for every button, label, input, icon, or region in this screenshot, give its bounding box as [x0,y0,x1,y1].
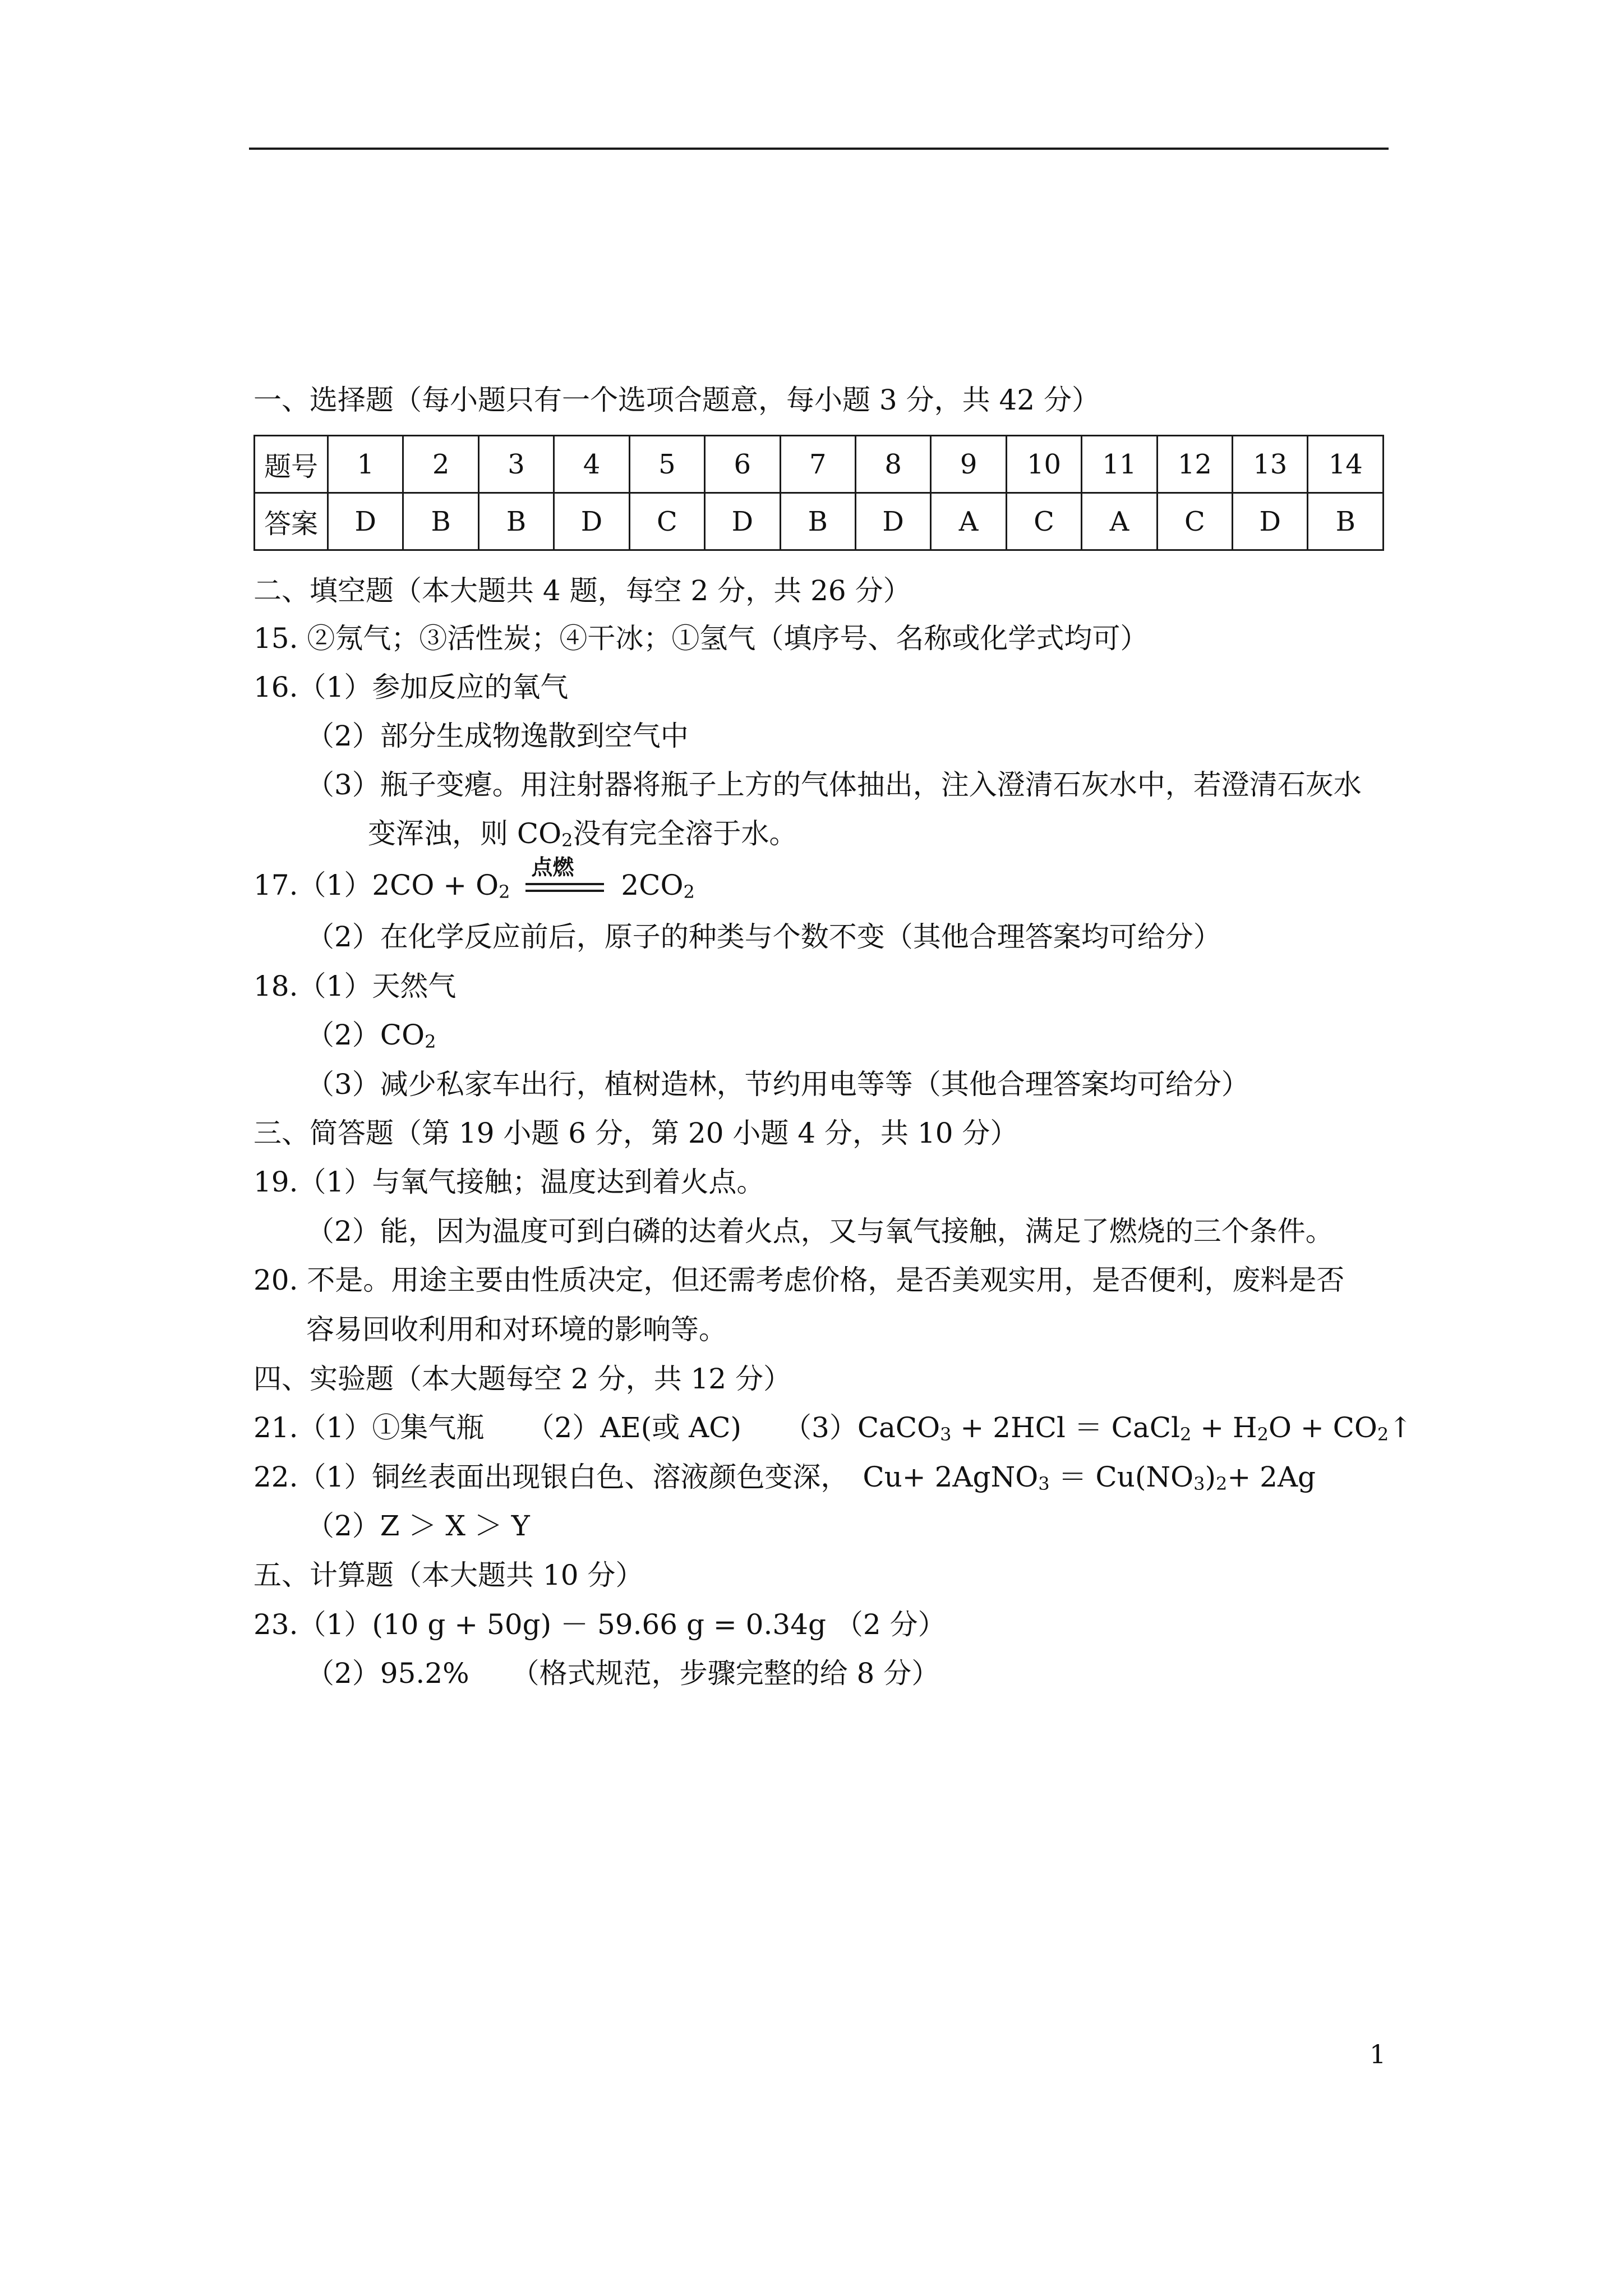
answer-18-1: 18.（1）天然气 [253,970,457,1002]
answer-16-3-cont: 变浑浊，则 $CO_2$没有完全溶于水。 [368,817,797,851]
section-3-heading: 三、简答题（第 19 小题 6 分，第 20 小题 4 分，共 10 分） [253,1117,1018,1149]
answer-cell: C [629,493,704,550]
section-4-heading: 四、实验题（本大题每空 2 分，共 12 分） [253,1363,792,1395]
answer-18-2: $(2)CO_2$ [306,1019,436,1052]
question-number: 3 [478,436,554,493]
answer-20-2: 容易回收利用和对环境的影响等。 [306,1313,727,1346]
question-number: 9 [931,436,1006,493]
answer-cell: D [328,493,403,550]
answer-cell: B [403,493,478,550]
answer-19-2: （2）能，因为温度可到白磷的达着火点，又与氧气接触，满足了燃烧的三个条件。 [306,1215,1334,1248]
section-1-heading: 一、选择题（每小题只有一个选项合题意，每小题 3 分，共 42 分） [253,384,1100,416]
question-number: 12 [1157,436,1232,493]
answer-16-1: 16.（1）参加反应的氧气 [253,671,569,703]
question-number: 6 [705,436,780,493]
answer-23-2: （2）95.2% （格式规范，步骤完整的给 8 分） [306,1657,940,1690]
question-number: 8 [855,436,930,493]
answer-cell: B [780,493,855,550]
answer-22-1: 22.（1）铜丝表面出现银白色、溶液颜色变深， Cu+ 2AgNO$_3$ ＝ $Cu(NO_3)_2+ 2Ag$ [253,1461,1316,1494]
table-row-answers [255,493,1384,550]
answer-17-1: $17.(1)2CO + O_2$ 点燃 $2CO_2$ [253,855,695,903]
section-2-heading: 二、填空题（本大题共 4 题，每空 2 分，共 26 分） [253,574,911,607]
question-number: 13 [1233,436,1308,493]
answer-cell: A [931,493,1006,550]
answer-21: 21.（1）①集气瓶 （2）AE(或 AC) （3）CaCO$_3$ + 2HCl ＝ CaCl$_2$ + $H_2O$ + $CO_2↑$ [253,1411,1413,1445]
answer-17-2: （2）在化学反应前后，原子的种类与个数不变（其他合理答案均可给分） [306,921,1221,953]
table-row-label: 题号 [255,436,328,493]
reaction-condition: 点燃 [523,868,607,902]
answer-cell: C [1006,493,1081,550]
answer-cell: A [1082,493,1157,550]
answer-table [253,435,1384,551]
answer-cell: D [855,493,930,550]
question-number: 14 [1308,436,1384,493]
answer-cell: D [554,493,629,550]
question-number: 4 [554,436,629,493]
answer-15: 15. ②氖气；③活性炭；④干冰；①氢气（填序号、名称或化学式均可） [253,622,1149,655]
answer-16-3: （3）瓶子变瘪。用注射器将瓶子上方的气体抽出，注入澄清石灰水中，若澄清石灰水 [306,769,1362,801]
answer-16-2: （2）部分生成物逸散到空气中 [306,720,689,752]
question-number: 10 [1006,436,1081,493]
answer-19-1: 19.（1）与氧气接触；温度达到着火点。 [253,1166,765,1198]
question-number: 1 [328,436,403,493]
answer-cell: D [1233,493,1308,550]
question-number: 11 [1082,436,1157,493]
table-row-numbers [255,436,1384,493]
answer-cell: B [1308,493,1384,550]
question-number: 5 [629,436,704,493]
table-row-label: 答案 [255,493,328,550]
answer-18-3: （3）减少私家车出行，植树造林，节约用电等等（其他合理答案均可给分） [306,1068,1249,1101]
answer-cell: C [1157,493,1232,550]
question-number: 2 [403,436,478,493]
answer-22-2: （2）Z ＞ X ＞ Y [306,1510,530,1542]
answer-cell: D [705,493,780,550]
section-5-heading: 五、计算题（本大题共 10 分） [253,1559,644,1591]
answer-20-1: 20. 不是。用途主要由性质决定，但还需考虑价格，是否美观实用，是否便利，废料是否 [253,1264,1345,1296]
page-number: 1 [1370,2039,1386,2069]
answer-cell: B [478,493,554,550]
answer-23-1: 23.（1）(10 g + 50g) － 59.66 g = 0.34g （2 分） [253,1608,946,1641]
question-number: 7 [780,436,855,493]
header-rule [249,148,1389,150]
